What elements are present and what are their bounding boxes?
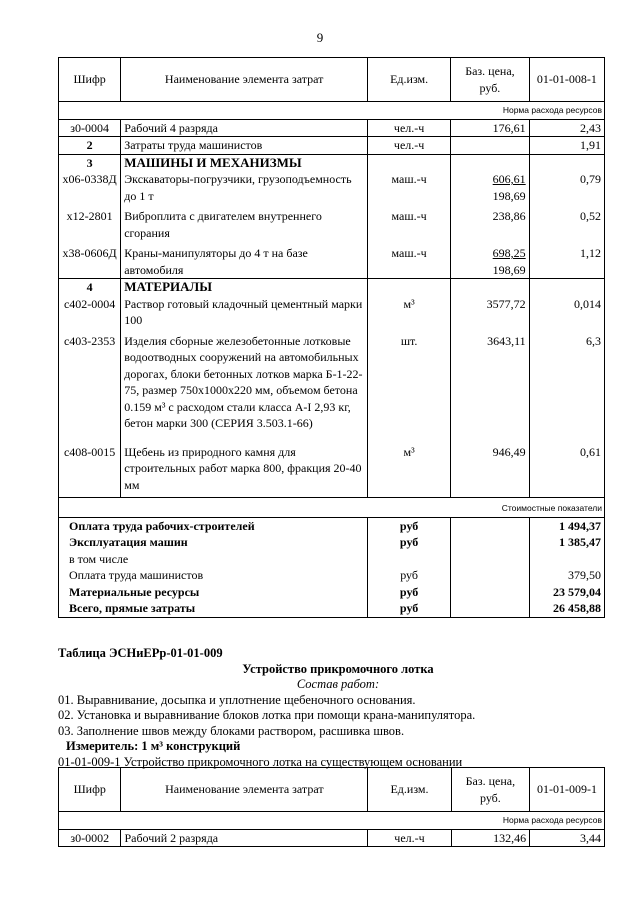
table-row: з0-0004 Рабочий 4 разряда чел.-ч 176,61 2,43 (59, 119, 605, 137)
work-item: 01. Выравнивание, досыпка и уплотнение щебеночного основания. (58, 692, 416, 707)
meter: Измеритель: 1 м³ конструкций (66, 739, 241, 753)
works-title: Состав работ: (296, 677, 380, 691)
table-row: с403-2353 Изделия сборные железобетонные лотковые водоотводных сооружений на автомобильных дорогах, блоки бетонных лотков марка Б-1-22-75, размер 750х1000х220 мм, объемом бетона 0.159 м³ с расходом стали класса А-I 2,93 кг, бетон марки 300 (СЕРИЯ 3.503.1-66) шт. 3643,11 6,3 (59, 329, 605, 432)
header-rate: 01-01-009-1 (530, 768, 605, 812)
table-row: х12-2801 Виброплита с двигателем внутреннего сгорания маш.-ч 238,86 0,52 (59, 204, 605, 241)
header-price: Баз. цена, руб. (451, 58, 530, 102)
table-row: 4 МАТЕРИАЛЫ (59, 279, 605, 296)
header-unit: Ед.изм. (368, 768, 451, 812)
table-row: х06-0338Д Экскаваторы-погрузчики, грузоподъемность до 1 т маш.-ч 606,61 198,69 0,79 (59, 171, 605, 204)
cost-row: Эксплуатация машин руб 1 385,47 (59, 534, 605, 551)
header-name: Наименование элемента затрат (121, 768, 368, 812)
header-code: Шифр (59, 768, 121, 812)
norm-caption: Норма расхода ресурсов (59, 812, 605, 830)
resource-table-1 (58, 57, 605, 618)
resource-table-2 (58, 767, 605, 847)
item-title: 01-01-009-1 Устройство прикромочного лотка на существующем основании (58, 754, 463, 769)
header-name: Наименование элемента затрат (121, 58, 368, 102)
header-price: Баз. цена, руб. (451, 768, 529, 812)
cost-row: Всего, прямые затраты руб 26 458,88 (59, 600, 605, 617)
cost-row: Оплата труда рабочих-строителей руб 1 494,37 (59, 517, 605, 534)
table-row: с402-0004 Раствор готовый кладочный цементный марки 100 м³ 3577,72 0,014 (59, 296, 605, 329)
cost-caption: Стоимостные показатели (59, 498, 605, 518)
table-row: х38-0606Д Краны-манипуляторы до 4 т на базе автомобиля маш.-ч 698,25 198,69 1,12 (59, 241, 605, 279)
header-unit: Ед.изм. (368, 58, 451, 102)
cost-row: в том числе (59, 551, 605, 568)
cost-row: Материальные ресурсы руб 23 579,04 (59, 584, 605, 601)
header-code: Шифр (59, 58, 121, 102)
table-row: 3 МАШИНЫ И МЕХАНИЗМЫ (59, 154, 605, 171)
page-number: 9 (316, 30, 324, 45)
norm-caption: Норма расхода ресурсов (59, 102, 605, 120)
table-row: 2 Затраты труда машинистов чел.-ч 1,91 (59, 137, 605, 155)
work-item: 03. Заполнение швов между блоками раствором, расшивка швов. (58, 723, 405, 738)
table-title: Таблица ЭСНиЕРр-01-01-009 (58, 646, 223, 660)
table-row: з0-0002 Рабочий 2 разряда чел.-ч 132,46 3,44 (59, 829, 605, 847)
section-block (58, 646, 618, 770)
work-item: 02. Установка и выравнивание блоков лотка при помощи крана-манипулятора. (58, 708, 476, 722)
table-row: с408-0015 Щебень из природного камня для строительных работ марка 800, фракция 20-40 мм м³ 946,49 0,61 (59, 432, 605, 498)
cost-row: Оплата труда машинистов руб 379,50 (59, 567, 605, 584)
section-title: Устройство прикромочного лотка (242, 661, 434, 676)
header-rate: 01-01-008-1 (529, 58, 604, 102)
